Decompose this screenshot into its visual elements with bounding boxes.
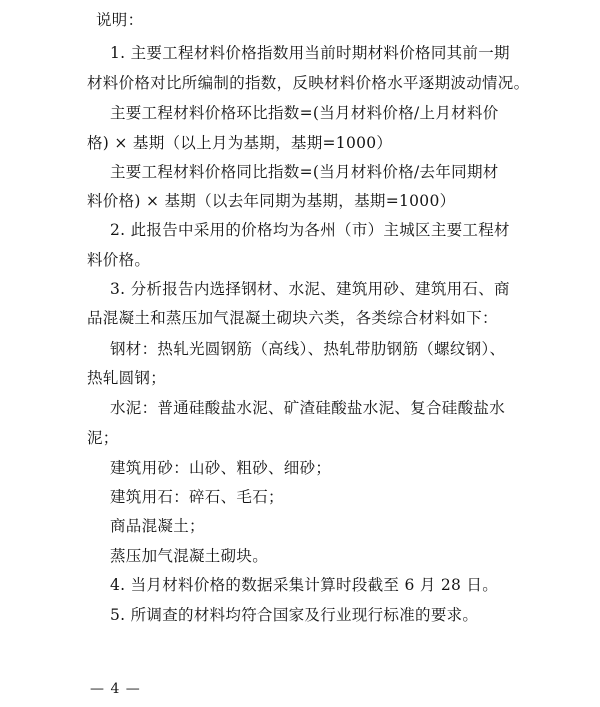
note-5: 5. 所调查的材料均符合国家及行业现行标准的要求。: [110, 606, 479, 624]
sand-item: 建筑用砂：山砂、粗砂、细砂；: [110, 459, 332, 477]
concrete-item: 商品混凝土；: [110, 517, 205, 535]
note-3-line-1: 3. 分析报告内选择钢材、水泥、建筑用砂、建筑用石、商: [110, 280, 510, 298]
stone-item: 建筑用石：碎石、毛石；: [110, 488, 284, 506]
note-2-line-2: 料价格。: [87, 251, 151, 269]
steel-item-line-1: 钢材：热轧光圆钢筋（高线）、热轧带肋钢筋（螺纹钢）、: [110, 340, 506, 358]
mom-index-formula-line-2: 格) × 基期（以上月为基期，基期=1000）: [87, 134, 393, 152]
note-1-line-2: 材料价格对比所编制的指数，反映材料价格水平逐期波动情况。: [87, 74, 530, 92]
mom-index-formula-line-1: 主要工程材料价格环比指数=(当月材料价格/上月材料价: [110, 104, 499, 122]
note-3-line-2: 品混凝土和蒸压加气混凝土砌块六类，各类综合材料如下：: [87, 309, 498, 327]
note-4: 4. 当月材料价格的数据采集计算时段截至 6 月 28 日。: [110, 576, 499, 594]
cement-item-line-1: 水泥：普通硅酸盐水泥、矿渣硅酸盐水泥、复合硅酸盐水: [110, 399, 506, 417]
yoy-index-formula-line-2: 料价格) × 基期（以去年同期为基期，基期=1000）: [87, 192, 456, 210]
aerated-block-item: 蒸压加气混凝土砌块。: [110, 547, 269, 565]
steel-item-line-2: 热轧圆钢；: [87, 369, 167, 387]
cement-item-line-2: 泥；: [87, 429, 119, 447]
yoy-index-formula-line-1: 主要工程材料价格同比指数=(当月材料价格/去年同期材: [110, 163, 499, 181]
page-number: — 4 —: [90, 681, 141, 697]
section-heading: 说明：: [96, 11, 144, 29]
note-2-line-1: 2. 此报告中采用的价格均为各州（市）主城区主要工程材: [110, 221, 510, 239]
note-1-line-1: 1. 主要工程材料价格指数用当前时期材料价格同其前一期: [110, 44, 510, 62]
